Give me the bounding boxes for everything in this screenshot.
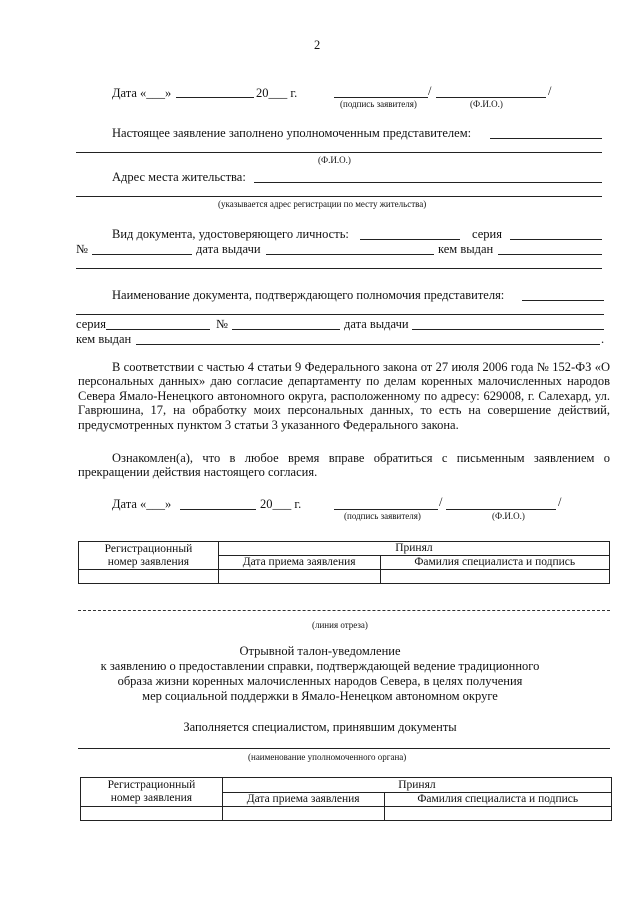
date-label: Дата «___» bbox=[112, 86, 172, 100]
tear-off-line-3: мер социальной поддержки в Ямало-Ненецком автономном округе bbox=[142, 689, 498, 703]
reg-number-cell[interactable] bbox=[79, 570, 219, 584]
id-number-line[interactable] bbox=[92, 254, 192, 255]
signature-line-2[interactable] bbox=[334, 509, 438, 510]
fio-caption-2: (Ф.И.О.) bbox=[492, 511, 525, 521]
consent-paragraph: В соответствии с частью 4 статьи 9 Федерального закона от 27 июля 2006 года № 152-ФЗ «О персональных данных» даю согласие департаменту по делам коренных малочисленных народов Севера Ямало-Ненецкого автономного округа, расположенному по адресу: 629008, г. Салехард, ул. Гаврюшина, 17, на обработку моих персональных данных, то есть на совершение действий, предусмотренных пунктом 3 статьи 3 указанного Федерального закона. bbox=[78, 360, 610, 432]
authority-number-label: № bbox=[216, 317, 228, 331]
date-received-cell[interactable] bbox=[218, 570, 380, 584]
address-line-2[interactable] bbox=[76, 196, 602, 197]
tear-off-specialist-name-header: Фамилия специалиста и подпись bbox=[384, 793, 612, 807]
tear-off-line-2: образа жизни коренных малочисленных народов Севера, в целях получения bbox=[117, 674, 523, 688]
date-label-2: Дата «___» bbox=[112, 497, 172, 511]
cut-line-caption: (линия отреза) bbox=[312, 620, 368, 630]
tear-off-reg-number-cell[interactable] bbox=[81, 807, 223, 821]
address-caption: (указывается адрес регистрации по месту жительства) bbox=[218, 199, 427, 209]
authority-document-label: Наименование документа, подтверждающего полномочия представителя: bbox=[112, 288, 505, 302]
tear-off-reg-number-header: Регистрационный номер заявления bbox=[81, 778, 223, 807]
id-series-label: серия bbox=[472, 227, 502, 241]
authority-issue-date-line[interactable] bbox=[412, 329, 604, 330]
id-issue-date-line[interactable] bbox=[266, 254, 434, 255]
id-number-label: № bbox=[76, 242, 88, 256]
authority-number-line[interactable] bbox=[232, 329, 340, 330]
page-number: 2 bbox=[314, 38, 321, 52]
id-issue-date-label: дата выдачи bbox=[196, 242, 261, 256]
tear-off-line-1: к заявлению о предоставлении справки, подтверждающей ведение традиционного bbox=[100, 659, 540, 673]
representative-line-2[interactable] bbox=[76, 152, 602, 153]
cut-line bbox=[78, 610, 610, 611]
address-line-1[interactable] bbox=[254, 182, 602, 183]
tear-off-accepted-header: Принял bbox=[222, 778, 611, 793]
id-document-line[interactable] bbox=[360, 239, 460, 240]
representative-fio-caption: (Ф.И.О.) bbox=[318, 155, 351, 165]
fio-caption: (Ф.И.О.) bbox=[470, 99, 503, 109]
fio-line-2[interactable] bbox=[446, 509, 556, 510]
authority-issued-by-label: кем выдан bbox=[76, 332, 132, 346]
date-year-label-2: 20___ г. bbox=[260, 497, 302, 511]
specialist-name-cell[interactable] bbox=[380, 570, 610, 584]
authority-issue-date-label: дата выдачи bbox=[344, 317, 409, 331]
date-received-header: Дата приема заявления bbox=[218, 556, 380, 570]
org-name-caption: (наименование уполномоченного органа) bbox=[248, 752, 407, 762]
authority-document-line[interactable] bbox=[522, 300, 604, 301]
authority-document-line-2[interactable] bbox=[76, 314, 604, 315]
filled-by-label: Заполняется специалистом, принявшим документы bbox=[183, 720, 457, 734]
form-page: 2 Дата «___» 20___ г. / / (подпись заявителя) (Ф.И.О.) Настоящее заявление заполнено уполномоченным представителем: (Ф.И.О.) Адрес места жительства: (указывается адрес регистрации по месту жительства) Вид документа, удостоверяющего личность: серия № дата выдачи кем выдан Наименование документа, подтверждающего полномочия представителя: серия № дата выдачи кем выдан . В соответствии с частью 4 статьи 9 Федерального закона от 27 июля 2006 года № 152-ФЗ «О персональных данных» даю согласие департаменту по делам коренных малочисленных народов Севера Ямало-Ненецкого автономного округа, расположенному по адресу: 629008, г. Салехард, ул. Гаврюшина, 17, на обработку моих персональных данных, то есть на совершение действий, предусмотренных пунктом 3 статьи 3 указанного Федерального закона. Ознакомлен(а), что в любое время вправе обратиться с письменным заявлением о прекращении действия настоящего согласия. Дата «___» 20___ г. / / (подпись заявителя) (Ф.И.О.) Регистрационный номер заявления Принял Дата приема заявления Фамилия специалиста и подпись (линия отреза) Отрывной талон-уведомление к заявлению о предоставлении справки, подтверждающей ведение традиционного образа жизни коренных малочисленных народов Севера, в целях получения мер социальной поддержки в Ямало-Ненецком автономном округе Заполняется специалистом, принявшим документы (наименование уполномоченного органа) Регистрационный номер заявления Принял Дата приема заявления Фамилия специалиста и подпись bbox=[0, 0, 640, 905]
date-month-line[interactable] bbox=[176, 97, 254, 98]
signature-caption-2: (подпись заявителя) bbox=[344, 511, 421, 521]
fio-line[interactable] bbox=[436, 97, 546, 98]
tear-off-registration-table bbox=[80, 777, 612, 821]
id-issued-by-line[interactable] bbox=[498, 254, 602, 255]
reg-number-header: Регистрационный номер заявления bbox=[79, 542, 219, 570]
accepted-header: Принял bbox=[218, 542, 609, 556]
tear-off-specialist-name-cell[interactable] bbox=[384, 807, 612, 821]
tear-off-date-received-header: Дата приема заявления bbox=[222, 793, 384, 807]
authority-issued-by-line[interactable] bbox=[136, 344, 600, 345]
specialist-name-header: Фамилия специалиста и подпись bbox=[380, 556, 610, 570]
representative-statement: Настоящее заявление заполнено уполномоченным представителем: bbox=[112, 126, 472, 140]
id-issued-by-line-2[interactable] bbox=[76, 268, 602, 269]
representative-line-1[interactable] bbox=[490, 138, 602, 139]
tear-off-date-received-cell[interactable] bbox=[222, 807, 384, 821]
authority-series-line[interactable] bbox=[106, 329, 210, 330]
org-name-line[interactable] bbox=[78, 748, 610, 749]
acknowledgement-paragraph: Ознакомлен(а), что в любое время вправе обратиться с письменным заявлением о прекращении действия настоящего согласия. bbox=[78, 451, 610, 480]
date-year-label: 20___ г. bbox=[256, 86, 298, 100]
id-document-label: Вид документа, удостоверяющего личность: bbox=[112, 227, 349, 241]
address-label: Адрес места жительства: bbox=[112, 170, 246, 184]
signature-caption: (подпись заявителя) bbox=[340, 99, 417, 109]
date-month-line-2[interactable] bbox=[180, 509, 256, 510]
id-series-line[interactable] bbox=[510, 239, 602, 240]
signature-line[interactable] bbox=[334, 97, 428, 98]
id-issued-by-label: кем выдан bbox=[438, 242, 494, 256]
registration-table bbox=[78, 541, 610, 584]
tear-off-title: Отрывной талон-уведомление bbox=[239, 644, 401, 658]
authority-series-label: серия bbox=[76, 317, 106, 331]
